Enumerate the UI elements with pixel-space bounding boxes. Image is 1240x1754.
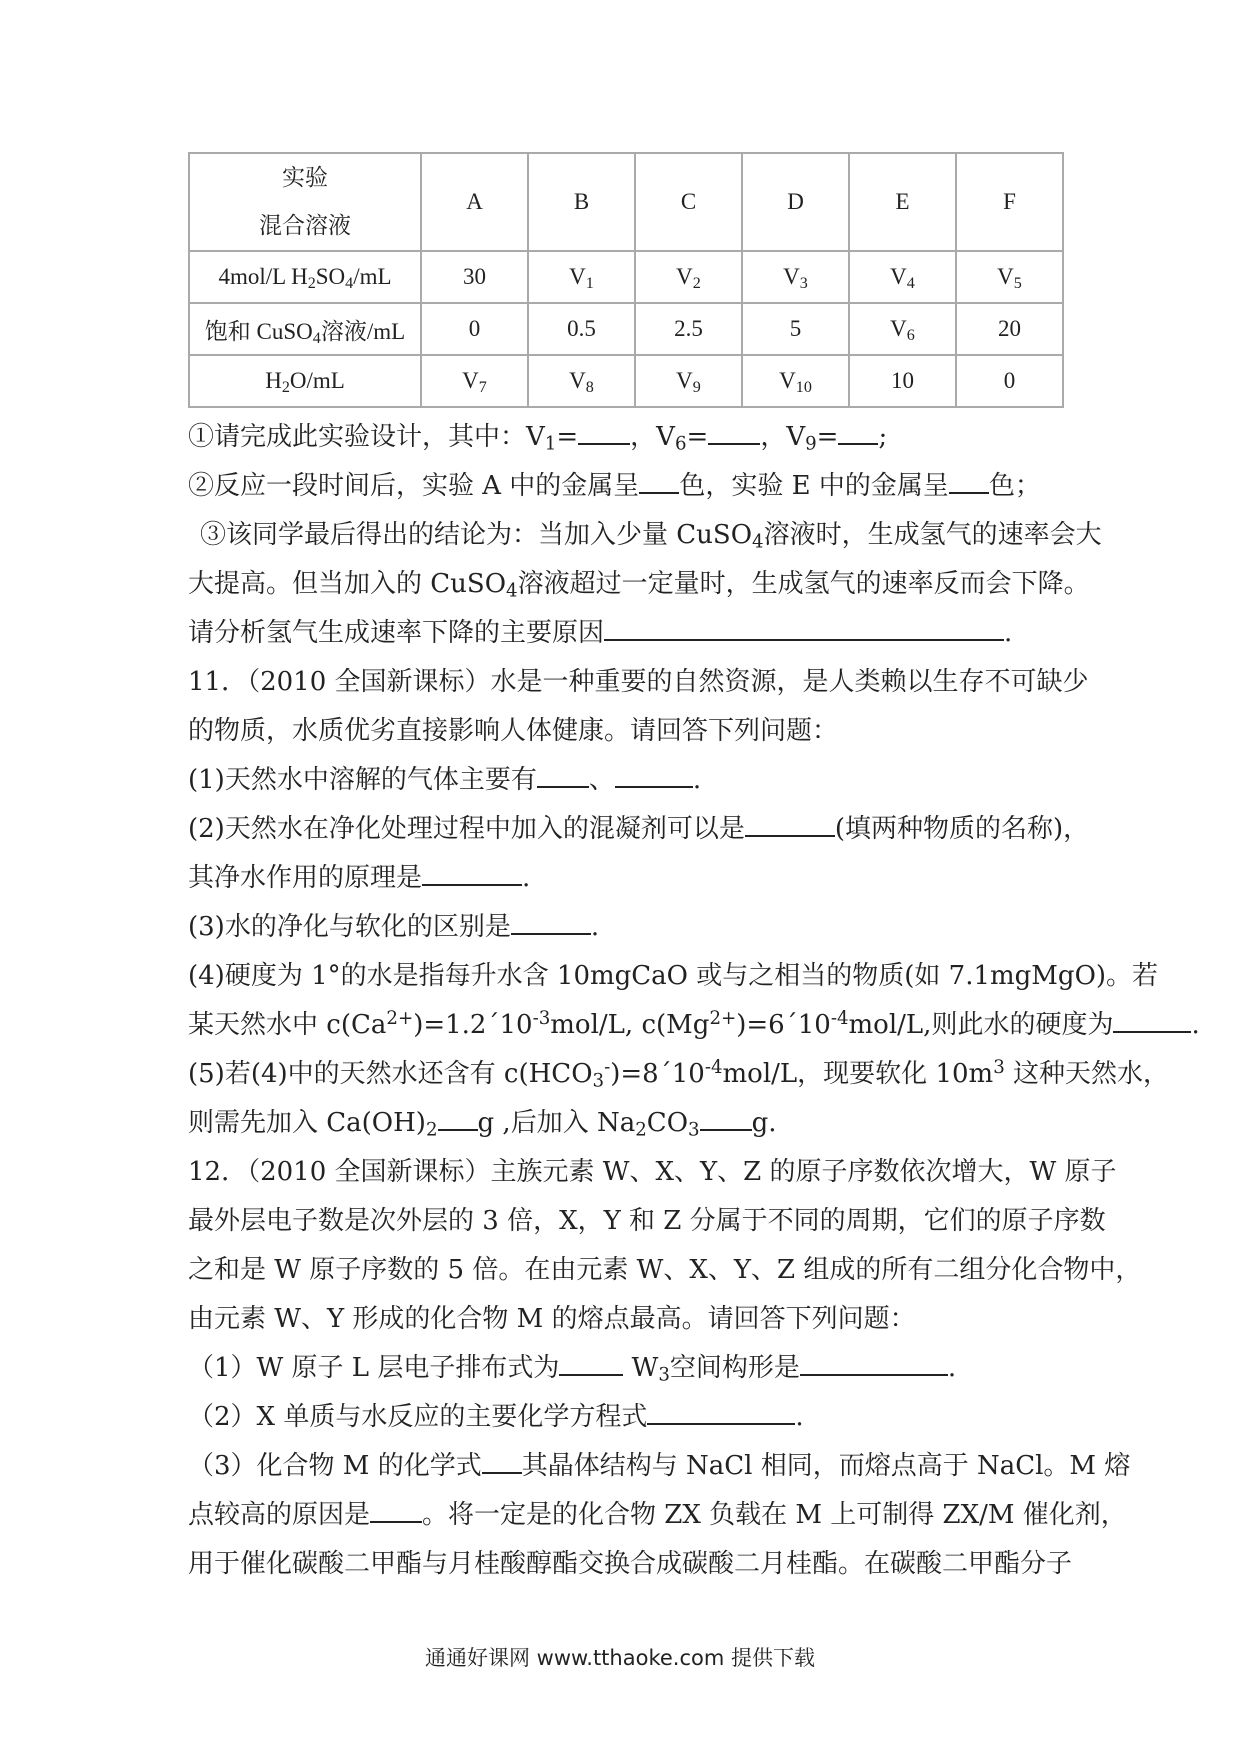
table-cell: 0 <box>956 355 1063 407</box>
question-3-line-3: 请分析氢气生成速率下降的主要原因 . <box>188 618 1013 648</box>
answer-blank[interactable] <box>559 1354 623 1376</box>
table-cell: 0 <box>421 303 528 355</box>
table-cell: $V_6$ <box>849 303 956 355</box>
problem-11-q4: (4)硬度为 1°的水是指每升水含 10mgCaO 或与之相当的物质(如 7.1mgMgO)。若 <box>188 961 1159 991</box>
problem-12-line-4: 由元素 W、Y 形成的化合物 M 的熔点最高。请回答下列问题： <box>188 1304 916 1334</box>
header-solution: 混合溶液 <box>259 213 351 238</box>
table-corner-header <box>189 153 421 251</box>
problem-11-q1: (1)天然水中溶解的气体主要有 、 . <box>188 765 702 795</box>
answer-blank[interactable] <box>537 766 589 788</box>
question-3-line-1: ③该同学最后得出的结论为：当加入少量 CuSO$_4$溶液时，生成氢气的速率会大 <box>200 520 1102 553</box>
table-cell: $V_5$ <box>956 251 1063 303</box>
col-header: F <box>956 153 1063 251</box>
table-cell: 2.5 <box>635 303 742 355</box>
col-header: D <box>742 153 849 251</box>
problem-12-line-3: 之和是 W 原子序数的 5 倍。在由元素 W、X、Y、Z 组成的所有二组分化合物中， <box>188 1255 1142 1285</box>
table-cell: 10 <box>849 355 956 407</box>
problem-11-q5: (5)若(4)中的天然水还含有 $c(HCO_3^-)=8´10^{-4}mol/L$，现要软化 $10m^3$ 这种天然水， <box>188 1056 1170 1092</box>
answer-blank[interactable] <box>578 423 630 445</box>
table-cell: $V_{10}$ <box>742 355 849 407</box>
table-cell: $V_4$ <box>849 251 956 303</box>
table-cell: $V_1$ <box>528 251 635 303</box>
problem-12-q3: （3）化合物 M 的化学式 其晶体结构与 NaCl 相同，而熔点高于 NaCl。M 熔 <box>188 1451 1131 1481</box>
row-label-h2so4: 4mol/L $H_2SO_4/mL$ <box>189 251 421 303</box>
problem-12-q1: （1）W 原子 L 层电子排布式为 $W_3$空间构形是 . <box>188 1353 957 1386</box>
table-header-row <box>189 153 1063 251</box>
table-cell: $V_8$ <box>528 355 635 407</box>
answer-blank[interactable] <box>700 1109 752 1131</box>
row-label-cuso4: 饱和 CuSO$_4$溶液/mL <box>189 303 421 355</box>
table-cell: 20 <box>956 303 1063 355</box>
answer-blank[interactable] <box>949 472 989 494</box>
answer-blank[interactable] <box>708 423 760 445</box>
answer-blank[interactable] <box>438 1109 478 1131</box>
problem-11-q2-cont: 其净水作用的原理是 . <box>188 863 531 893</box>
answer-blank[interactable] <box>370 1501 422 1523</box>
col-header: C <box>635 153 742 251</box>
table-row <box>189 303 1063 355</box>
page-footer: 通通好课网 www.tthaoke.com 提供下载 <box>425 1646 815 1670</box>
question-2: ②反应一段时间后，实验 A 中的金属呈 色，实验 E 中的金属呈 色； <box>188 471 1041 501</box>
table-cell: $V_2$ <box>635 251 742 303</box>
table-row <box>189 355 1063 407</box>
answer-blank[interactable] <box>604 619 1004 641</box>
table-cell: $V_9$ <box>635 355 742 407</box>
row-label-h2o: $H_2O/mL$ <box>189 355 421 407</box>
problem-11-q4-cont: 某天然水中 $c(Ca^{2+})=1.2´10^{-3}mol/L$, $c(Mg^{2+})=6´10^{-4}mol/L$,则此水的硬度为 . <box>188 1007 1200 1040</box>
problem-12-q3-cont: 点较高的原因是 。将一定是的化合物 ZX 负载在 M 上可制得 ZX/M 催化剂， <box>188 1500 1127 1530</box>
col-header: B <box>528 153 635 251</box>
question-3-line-2: 大提高。但当加入的 CuSO$_4$溶液超过一定量时，生成氢气的速率反而会下降。 <box>188 569 1090 602</box>
answer-blank[interactable] <box>511 913 591 935</box>
table-cell: $V_7$ <box>421 355 528 407</box>
experiment-table <box>188 152 1064 408</box>
problem-12-line-2: 最外层电子数是次外层的 3 倍，X，Y 和 Z 分属于不同的周期，它们的原子序数 <box>188 1206 1106 1236</box>
problem-11-line-1: 11．（2010 全国新课标）水是一种重要的自然资源，是人类赖以生存不可缺少 <box>188 667 1089 697</box>
answer-blank[interactable] <box>639 472 679 494</box>
answer-blank[interactable] <box>482 1452 522 1474</box>
answer-blank[interactable] <box>647 1403 795 1425</box>
table-cell: 30 <box>421 251 528 303</box>
question-1: ①请完成此实验设计，其中：$V_1=$ ，$V_6=$ ，$V_9=$ ; <box>188 422 888 455</box>
table-cell: 0.5 <box>528 303 635 355</box>
problem-12-q2: （2）X 单质与水反应的主要化学方程式 . <box>188 1402 804 1432</box>
answer-blank[interactable] <box>838 423 878 445</box>
problem-11-q5-cont: 则需先加入 $Ca(OH)_2$ g ,后加入 $Na_2CO_3$ g. <box>188 1108 777 1141</box>
table-cell: 5 <box>742 303 849 355</box>
problem-12-line-1: 12．（2010 全国新课标）主族元素 W、X、Y、Z 的原子序数依次增大，W 原子 <box>188 1157 1117 1187</box>
header-experiment: 实验 <box>282 165 328 190</box>
answer-blank[interactable] <box>1113 1011 1191 1033</box>
answer-blank[interactable] <box>745 815 835 837</box>
col-header: E <box>849 153 956 251</box>
col-header: A <box>421 153 528 251</box>
answer-blank[interactable] <box>422 864 522 886</box>
problem-12-q3-cont-2: 用于催化碳酸二甲酯与月桂酸醇酯交换合成碳酸二月桂酯。在碳酸二甲酯分子 <box>188 1549 1073 1579</box>
problem-11-q3: (3)水的净化与软化的区别是 . <box>188 912 600 942</box>
problem-11-q2: (2)天然水在净化处理过程中加入的混凝剂可以是 (填两种物质的名称)， <box>188 814 1090 844</box>
answer-blank[interactable] <box>615 766 693 788</box>
table-row <box>189 251 1063 303</box>
problem-11-line-2: 的物质，水质优劣直接影响人体健康。请回答下列问题： <box>188 716 839 746</box>
table-cell: $V_3$ <box>742 251 849 303</box>
answer-blank[interactable] <box>800 1354 948 1376</box>
